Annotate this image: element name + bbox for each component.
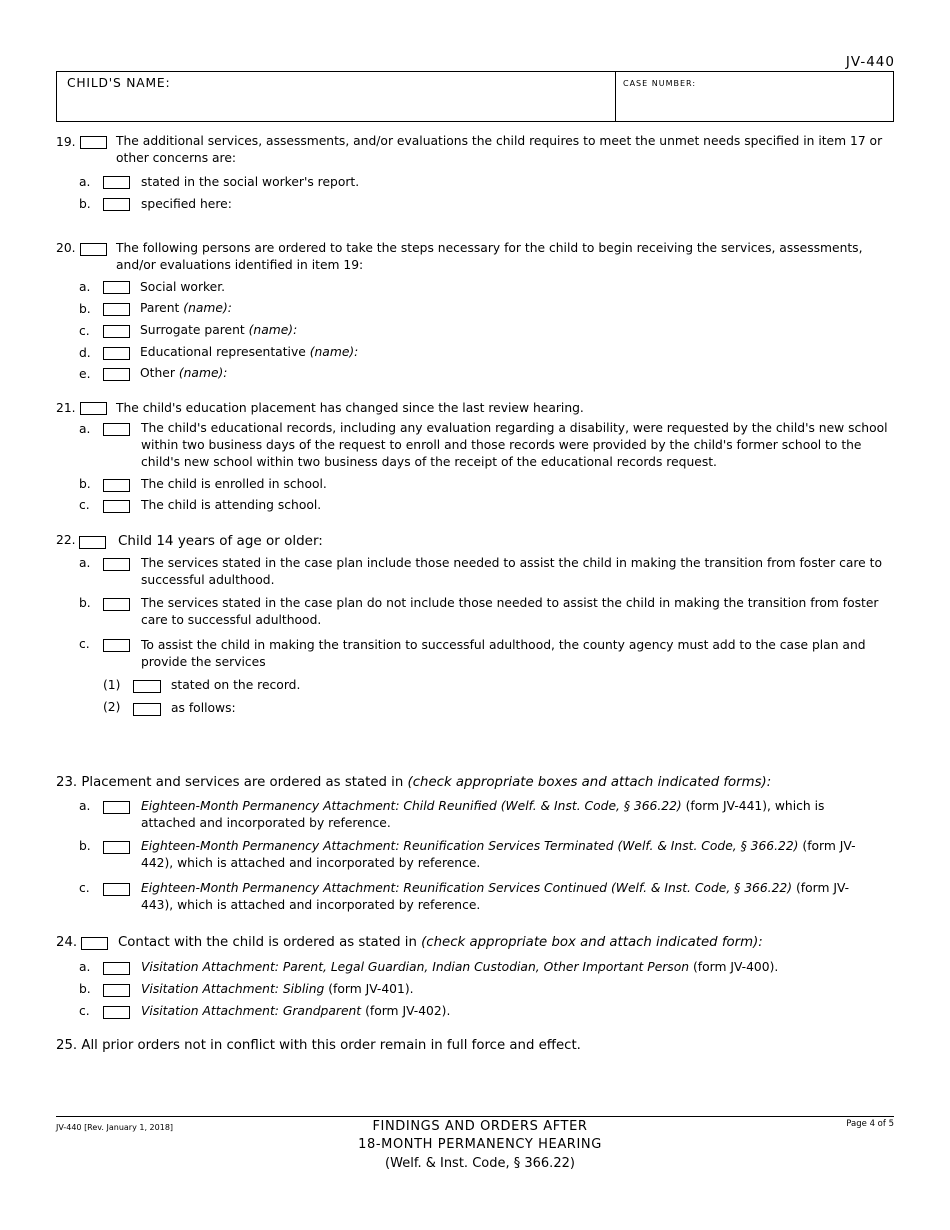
item-22-text: Child 14 years of age or older: <box>118 533 323 549</box>
item-24b-checkbox[interactable] <box>103 984 130 997</box>
item-21b-checkbox[interactable] <box>103 479 130 492</box>
item-20e-checkbox[interactable] <box>103 368 130 381</box>
item-20b-label: b. <box>79 302 91 316</box>
item-23a-form-ref: (form JV-441), which is attached and incorporated by reference. <box>141 799 825 830</box>
item-21c-text: The child is attending school. <box>141 498 322 512</box>
item-24a-form-title: Visitation Attachment: Parent, Legal Guardian, Indian Custodian, Other Important Person <box>141 960 690 974</box>
item-23-number: 23. <box>56 775 78 790</box>
footer-rule <box>56 1116 894 1117</box>
item-19-number: 19. <box>56 135 76 149</box>
item-22c1-text: stated on the record. <box>171 678 301 692</box>
item-23c-checkbox[interactable] <box>103 883 130 896</box>
item-19a-label: a. <box>79 175 91 189</box>
item-20d-name-hint: (name): <box>309 345 359 359</box>
item-23-lead: Placement and services are ordered as stated in <box>81 775 404 790</box>
item-22b-label: b. <box>79 596 91 610</box>
item-23c-form-ref: (form JV-443), which is attached and incorporated by reference. <box>141 881 850 912</box>
item-21a-text: The child's educational records, including any evaluation regarding a disability, were requested by the child's new school within two business days of the request to enroll and those records were provided by the child's former school to the child's new school within two business days of the receipt of the educational records request. <box>141 421 888 469</box>
header-divider <box>615 72 616 121</box>
form-id: JV-440 <box>845 54 895 70</box>
item-20a-checkbox[interactable] <box>103 281 130 294</box>
item-19-text: The additional services, assessments, and/or evaluations the child requires to meet the unmet needs specified in item 17 or other concerns are: <box>116 134 883 165</box>
item-20c-role: Surrogate parent <box>140 323 245 337</box>
item-21c-label: c. <box>79 498 90 512</box>
item-24-number: 24. <box>56 935 78 950</box>
item-19b-label: b. <box>79 197 91 211</box>
item-25-text: 25. All prior orders not in conflict with this order remain in full force and effect. <box>56 1038 581 1053</box>
item-23a-checkbox[interactable] <box>103 801 130 814</box>
item-20b-text <box>140 300 232 317</box>
item-24a-text <box>141 959 778 976</box>
item-24b-form-ref: (form JV-401). <box>328 982 414 996</box>
item-20e-text <box>140 365 227 382</box>
item-24a-label: a. <box>79 960 91 974</box>
item-23-instruction: (check appropriate boxes and attach indicated forms): <box>407 775 772 790</box>
item-23a-text <box>141 798 861 832</box>
item-20c-checkbox[interactable] <box>103 325 130 338</box>
item-24b-text <box>141 981 414 998</box>
item-20-text: The following persons are ordered to take the steps necessary for the child to begin receiving the services, assessments, and/or evaluations identified in item 19: <box>116 241 863 272</box>
case-number-label: CASE NUMBER: <box>623 79 697 88</box>
item-21b-label: b. <box>79 477 91 491</box>
child-name-label: CHILD'S NAME: <box>67 76 171 90</box>
item-19b-text: specified here: <box>141 197 232 211</box>
item-22c1-checkbox[interactable] <box>133 680 161 693</box>
item-24-instruction: (check appropriate box and attach indicated form): <box>421 935 763 950</box>
item-22a-label: a. <box>79 556 91 570</box>
item-20-number: 20. <box>56 241 76 255</box>
item-20c-name-hint: (name): <box>248 323 298 337</box>
item-22b-checkbox[interactable] <box>103 598 130 611</box>
item-24-checkbox[interactable] <box>81 937 108 950</box>
item-23b-label: b. <box>79 839 91 853</box>
item-19b-checkbox[interactable] <box>103 198 130 211</box>
item-22c2-label: (2) <box>103 700 121 714</box>
item-22a-text: The services stated in the case plan include those needed to assist the child in making the transition from foster care to successful adulthood. <box>141 556 882 587</box>
item-23c-text <box>141 880 861 914</box>
footer-revision: JV-440 [Rev. January 1, 2018] <box>56 1123 174 1132</box>
item-23b-checkbox[interactable] <box>103 841 130 854</box>
item-24c-label: c. <box>79 1004 90 1018</box>
item-21a-label: a. <box>79 422 91 436</box>
item-20b-name-hint: (name): <box>183 301 232 315</box>
item-20a-text: Social worker. <box>140 280 226 294</box>
item-20c-text <box>140 322 297 339</box>
item-24c-form-ref: (form JV-402). <box>365 1004 451 1018</box>
item-20d-checkbox[interactable] <box>103 347 130 360</box>
item-23c-form-title: Eighteen-Month Permanency Attachment: Reunification Services Continued (Welf. & Inst. Code, § 366.22) <box>141 881 793 895</box>
item-23b-form-title: Eighteen-Month Permanency Attachment: Reunification Services Terminated (Welf. & Inst. Code, § 366.22) <box>141 839 799 853</box>
item-22b-text: The services stated in the case plan do not include those needed to assist the child in making the transition from foster care to successful adulthood. <box>141 596 879 627</box>
item-20d-label: d. <box>79 346 91 360</box>
item-19a-text: stated in the social worker's report. <box>141 175 360 189</box>
header-table <box>56 71 894 122</box>
item-22-number: 22. <box>56 533 76 547</box>
item-21-checkbox[interactable] <box>80 402 107 415</box>
item-20e-role: Other <box>140 366 175 380</box>
item-24b-form-title: Visitation Attachment: Sibling <box>141 982 325 996</box>
item-23a-label: a. <box>79 799 91 813</box>
item-22c-text: To assist the child in making the transition to successful adulthood, the county agency must add to the case plan and provide the services <box>141 638 866 669</box>
item-23a-form-title: Eighteen-Month Permanency Attachment: Child Reunified (Welf. & Inst. Code, § 366.22) <box>141 799 682 813</box>
footer-title-line3: (Welf. & Inst. Code, § 366.22) <box>385 1156 575 1171</box>
item-23b-text <box>141 838 861 872</box>
item-24c-form-title: Visitation Attachment: Grandparent <box>141 1004 362 1018</box>
item-23-text <box>56 774 771 791</box>
item-20b-checkbox[interactable] <box>103 303 130 316</box>
item-20d-text <box>140 344 358 361</box>
item-22c-checkbox[interactable] <box>103 639 130 652</box>
item-20e-label: e. <box>79 367 91 381</box>
item-19-checkbox[interactable] <box>80 136 107 149</box>
footer-title-line2: 18-MONTH PERMANENCY HEARING <box>358 1137 602 1152</box>
item-22c-label: c. <box>79 637 90 651</box>
item-21b-text: The child is enrolled in school. <box>141 477 327 491</box>
item-23b-form-ref: (form JV-442), which is attached and incorporated by reference. <box>141 839 856 870</box>
item-20c-label: c. <box>79 324 90 338</box>
item-24b-label: b. <box>79 982 91 996</box>
item-22c1-label: (1) <box>103 678 121 692</box>
item-21a-checkbox[interactable] <box>103 423 130 436</box>
item-21-number: 21. <box>56 401 76 415</box>
item-21-text: The child's education placement has changed since the last review hearing. <box>116 401 584 415</box>
footer-title-line1: FINDINGS AND ORDERS AFTER <box>372 1119 588 1134</box>
item-24c-text <box>141 1003 450 1020</box>
item-20b-role: Parent <box>140 301 180 315</box>
page-number: Page 4 of 5 <box>846 1119 894 1129</box>
item-20e-name-hint: (name): <box>178 366 228 380</box>
item-20-checkbox[interactable] <box>80 243 107 256</box>
item-22a-checkbox[interactable] <box>103 558 130 571</box>
item-24-text <box>118 934 763 951</box>
item-22c2-checkbox[interactable] <box>133 703 161 716</box>
item-24-lead: Contact with the child is ordered as stated in <box>118 935 417 950</box>
item-20a-label: a. <box>79 280 91 294</box>
item-22-checkbox[interactable] <box>79 536 106 549</box>
item-21c-checkbox[interactable] <box>103 500 130 513</box>
item-24c-checkbox[interactable] <box>103 1006 130 1019</box>
item-24a-checkbox[interactable] <box>103 962 130 975</box>
item-20d-role: Educational representative <box>140 345 306 359</box>
item-22c2-text: as follows: <box>171 701 236 715</box>
item-24a-form-ref: (form JV-400). <box>692 960 779 974</box>
item-23c-label: c. <box>79 881 90 895</box>
item-19a-checkbox[interactable] <box>103 176 130 189</box>
